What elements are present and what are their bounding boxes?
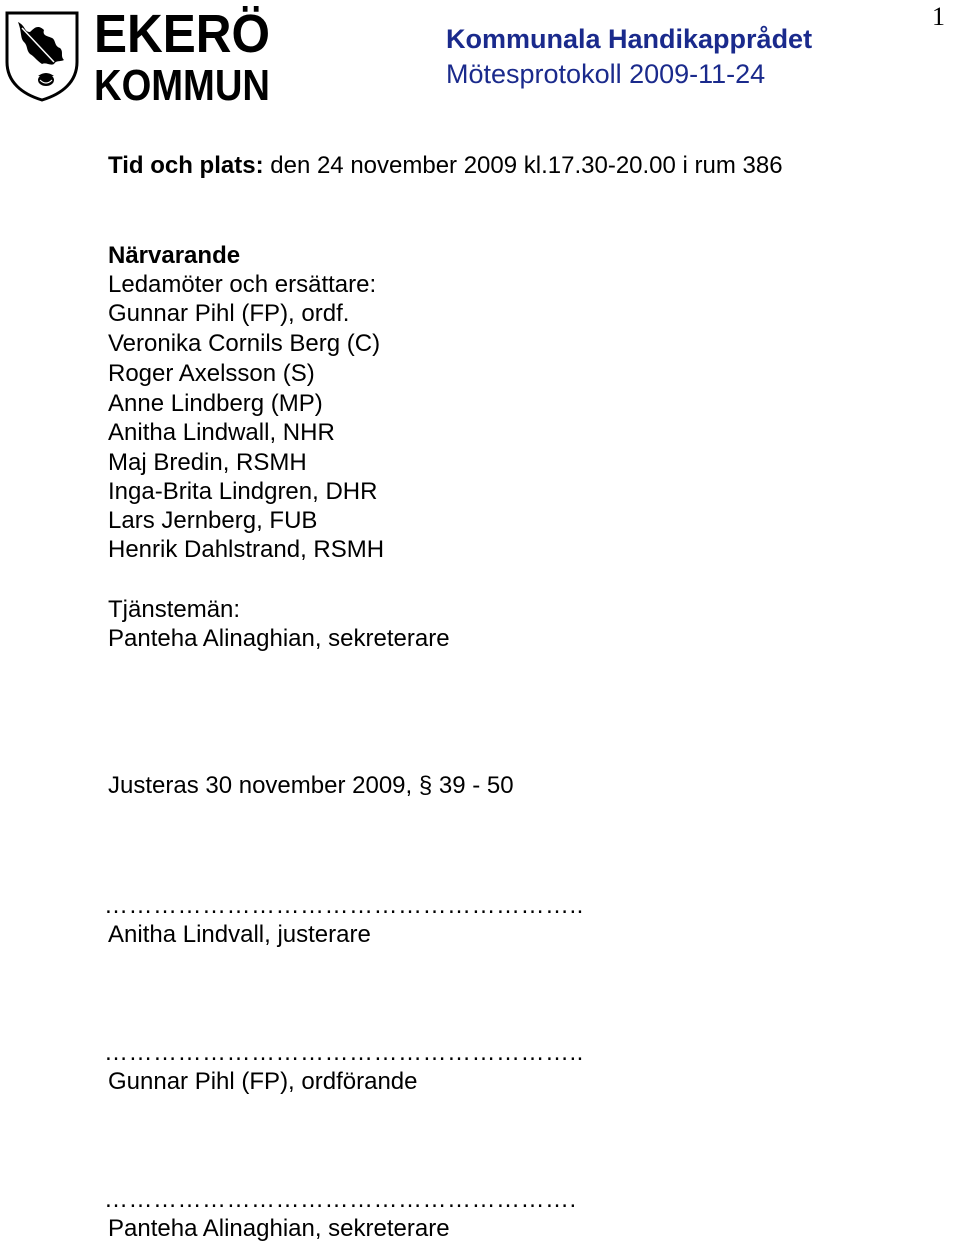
members-label: Ledamöter och ersättare: <box>108 271 377 298</box>
time-place-line <box>108 152 783 180</box>
svg-text:KOMMUN: KOMMUN <box>94 61 270 110</box>
svg-text:EKERÖ: EKERÖ <box>94 4 270 64</box>
signatory-name: Gunnar Pihl (FP), ordförande <box>108 1068 418 1095</box>
attendance-heading: Närvarande <box>108 242 241 269</box>
member-item: Maj Bredin, RSMH <box>108 449 307 476</box>
time-place-label: Tid och plats: <box>108 152 264 179</box>
approval-line: Justeras 30 november 2009, § 39 - 50 <box>108 772 514 799</box>
signature-line: ………………………………………………….. <box>104 892 584 919</box>
member-item: Veronika Cornils Berg (C) <box>108 330 381 357</box>
signatory-name: Anitha Lindvall, justerare <box>108 921 371 948</box>
document-title: Mötesprotokoll 2009-11-24 <box>446 59 766 89</box>
time-place-value: den 24 november 2009 kl.17.30-20.00 i rum 386 <box>263 152 783 179</box>
official-item: Panteha Alinaghian, sekreterare <box>108 625 450 652</box>
signatory-name: Panteha Alinaghian, sekreterare <box>108 1215 450 1242</box>
organization-name: Kommunala Handikapprådet <box>446 24 813 54</box>
member-item: Henrik Dahlstrand, RSMH <box>108 536 385 563</box>
municipal-coat-of-arms-logo <box>4 10 80 102</box>
officials-label: Tjänstemän: <box>108 596 241 623</box>
member-item: Roger Axelsson (S) <box>108 360 315 387</box>
member-item: Gunnar Pihl (FP), ordf. <box>108 300 350 327</box>
member-item: Inga-Brita Lindgren, DHR <box>108 478 378 505</box>
signature-line: …………………………………………………. <box>104 1186 577 1213</box>
member-item: Anitha Lindwall, NHR <box>108 419 335 446</box>
member-item: Lars Jernberg, FUB <box>108 507 318 534</box>
signature-line: ………………………………………………….. <box>104 1039 584 1066</box>
municipal-wordmark-logo <box>92 2 274 110</box>
member-item: Anne Lindberg (MP) <box>108 390 323 417</box>
page-number: 1 <box>932 2 945 31</box>
